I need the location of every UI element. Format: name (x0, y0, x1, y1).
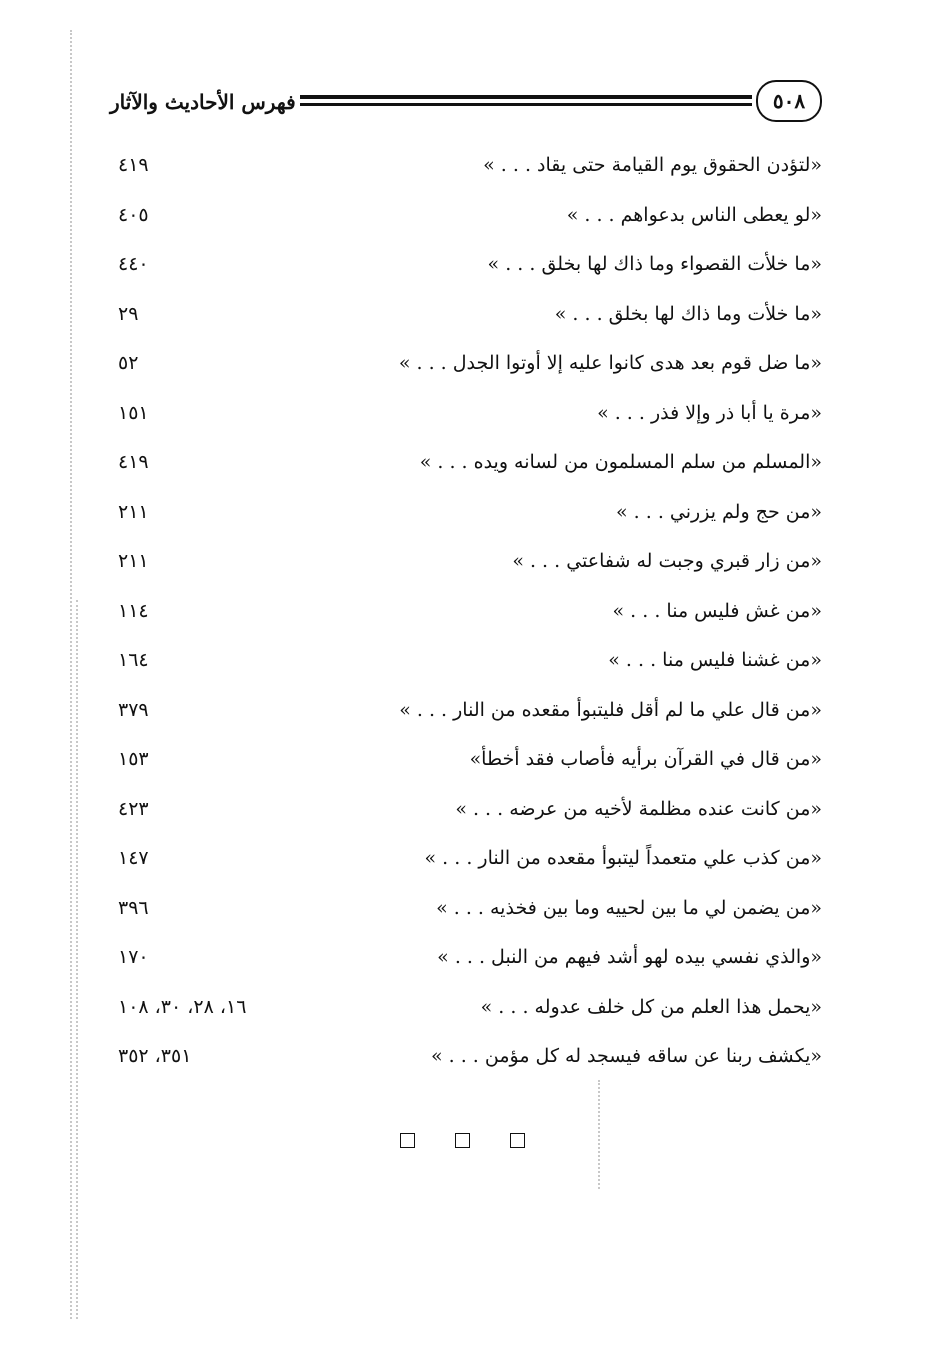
index-entry (110, 891, 822, 941)
index-entry (110, 544, 822, 594)
scan-dots-left (70, 30, 72, 1319)
index-entry (110, 297, 822, 347)
hadith-text: «من زار قبري وجبت له شفاعتي . . . » (512, 550, 822, 572)
end-of-section-marks (400, 1133, 525, 1148)
square-mark-icon (400, 1133, 415, 1148)
scan-dots-left-2 (76, 600, 78, 1319)
hadith-text: «مرة يا أبا ذر وإلا فذر . . . » (597, 401, 822, 424)
page-refs: ٤٢٣ (118, 797, 149, 820)
page-refs: ٥٢ (118, 352, 139, 374)
page-refs: ٤١٩ (118, 451, 149, 473)
hadith-text: «من كانت عنده مظلمة لأخيه من عرضه . . . » (455, 797, 822, 820)
header-title: فهرس الأحاديث والآثار (110, 90, 296, 114)
hadith-text: «يكشف ربنا عن ساقه فيسجد له كل مؤمن . . . » (430, 1045, 822, 1067)
index-entry (110, 1039, 822, 1089)
index-entry (110, 198, 822, 248)
index-entry (110, 346, 822, 396)
hadith-text: «من غشنا فليس منا . . . » (608, 649, 822, 671)
page-header (110, 80, 822, 126)
page-number: ٥٠٨ (772, 89, 806, 113)
index-entry (110, 693, 822, 743)
hadith-text: «من قال في القرآن برأيه فأصاب فقد أخطأ» (469, 748, 822, 770)
page-refs: ٢١١ (118, 550, 149, 572)
page-refs: ١٥٣ (118, 748, 149, 770)
hadith-text: «لتؤدن الحقوق يوم القيامة حتى يقاد . . . » (483, 154, 822, 176)
index-entry (110, 445, 822, 495)
index-entry (110, 396, 822, 446)
hadith-text: «من قال علي ما لم أقل فليتبوأ مقعده من النار . . . » (399, 698, 822, 721)
page-refs: ٣٧٩ (118, 698, 149, 721)
index-entry (110, 990, 822, 1040)
page-number-badge (756, 80, 822, 122)
hadith-text: «ما ضل قوم بعد هدى كانوا عليه إلا أوتوا الجدل . . . » (398, 352, 822, 374)
header-rule (300, 95, 752, 105)
hadith-text: «لو يعطى الناس بدعواهم . . . » (566, 203, 822, 226)
page-refs: ١٧٠ (118, 946, 149, 968)
index-entry (110, 495, 822, 545)
hadith-text: «ما خلأت وما ذاك لها بخلق . . . » (554, 302, 822, 325)
page-refs: ١١٤ (118, 599, 149, 622)
index-entry (110, 148, 822, 198)
index-entry (110, 643, 822, 693)
hadith-text: «من كذب علي متعمداً ليتبوأ مقعده من النار . . . » (424, 847, 822, 869)
page-refs: ١٤٧ (118, 847, 149, 869)
index-entry (110, 792, 822, 842)
index-entry (110, 841, 822, 891)
page-refs: ٤٤٠ (118, 253, 149, 275)
page-refs: ٢١١ (118, 500, 149, 523)
page-refs: ٣٥١، ٣٥٢ (118, 1045, 192, 1067)
page-refs: ١٥١ (118, 401, 149, 424)
hadith-text: «يحمل هذا العلم من كل خلف عدوله . . . » (480, 995, 822, 1018)
hadith-text: «من حج ولم يزرني . . . » (616, 500, 822, 523)
page-refs: ١٦، ٢٨، ٣٠، ١٠٨ (118, 995, 247, 1018)
hadith-text: «المسلم من سلم المسلمون من لسانه ويده . . . » (419, 451, 822, 473)
page-refs: ١٦٤ (118, 649, 149, 671)
square-mark-icon (510, 1133, 525, 1148)
square-mark-icon (455, 1133, 470, 1148)
hadith-text: «من غش فليس منا . . . » (612, 599, 822, 622)
page-refs: ٣٩٦ (118, 896, 149, 919)
index-entries (110, 148, 822, 1089)
hadith-text: «والذي نفسي بيده لهو أشد فيهم من النبل . . . » (437, 946, 822, 968)
index-entry (110, 940, 822, 990)
page-refs: ٤١٩ (118, 154, 149, 176)
scan-dots-mid (598, 1080, 600, 1189)
hadith-text: «ما خلأت القصواء وما ذاك لها بخلق . . . » (487, 253, 822, 275)
hadith-text: «من يضمن لي ما بين لحييه وما بين فخذيه . . . » (436, 896, 822, 919)
index-entry (110, 742, 822, 792)
index-entry (110, 594, 822, 644)
page-refs: ٤٠٥ (118, 203, 149, 226)
index-entry (110, 247, 822, 297)
page-refs: ٢٩ (118, 302, 139, 325)
